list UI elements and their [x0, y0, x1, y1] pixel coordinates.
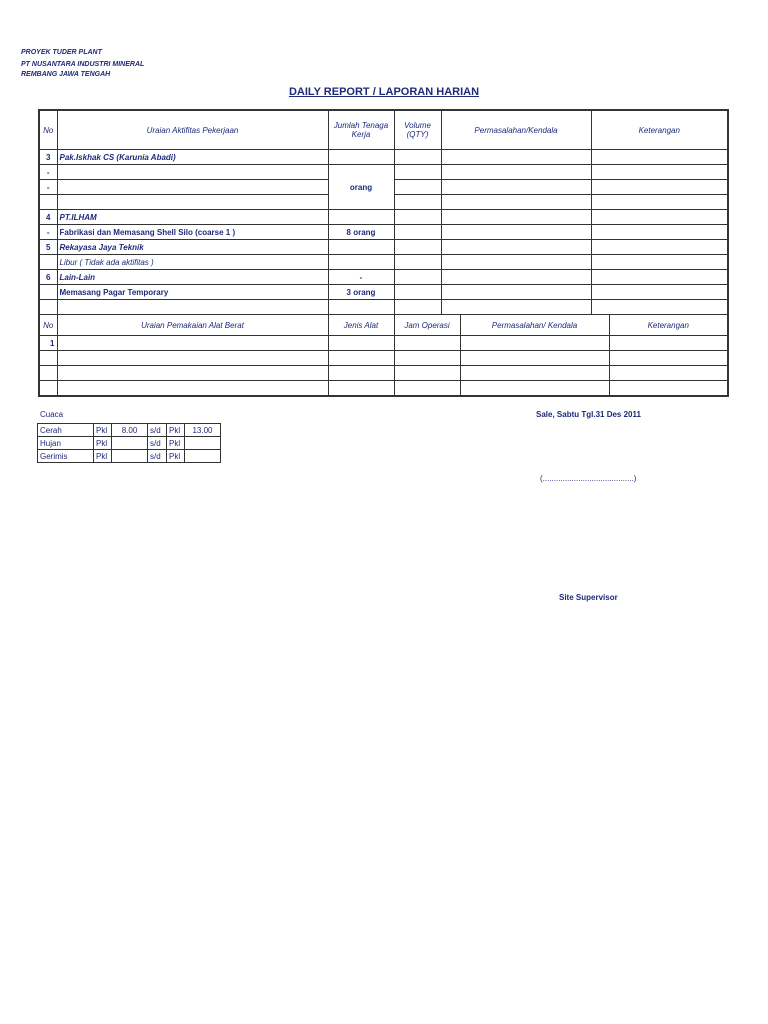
project-name: PROYEK TUDER PLANT — [21, 49, 102, 56]
table-row — [39, 381, 728, 397]
weather-pkl: Pkl — [94, 437, 112, 450]
weather-row — [38, 424, 221, 437]
table-row — [39, 255, 728, 270]
table-row — [39, 300, 728, 315]
weather-name: Hujan — [38, 437, 94, 450]
report-title: DAILY REPORT / LAPORAN HARIAN — [288, 86, 480, 98]
eq-col-keterangan: Keterangan — [609, 315, 728, 336]
weather-pkl: Pkl — [94, 424, 112, 437]
weather-from — [112, 437, 148, 450]
row-desc: PT.ILHAM — [57, 210, 328, 225]
report-date: Sale, Sabtu Tgl.31 Des 2011 — [536, 410, 641, 419]
row-desc: Fabrikasi dan Memasang Shell Silo (coarse 1 ) — [57, 225, 328, 240]
weather-label: Cuaca — [40, 410, 64, 419]
row-no: - — [39, 180, 57, 195]
activity-table — [38, 109, 729, 397]
weather-pkl: Pkl — [94, 450, 112, 463]
table-row — [39, 240, 728, 255]
row-no: 4 — [39, 210, 57, 225]
row-jumlah: 8 orang — [328, 225, 394, 240]
table-row — [39, 366, 728, 381]
company-name: PT NUSANTARA INDUSTRI MINERAL — [21, 61, 145, 68]
weather-sd: s/d — [148, 437, 167, 450]
table-row — [39, 150, 728, 165]
row-no: - — [39, 225, 57, 240]
row-no: - — [39, 165, 57, 180]
row-no: 6 — [39, 270, 57, 285]
weather-table — [37, 423, 221, 463]
eq-col-jam: Jam Operasi — [394, 315, 460, 336]
col-volume: Volume (QTY) — [394, 110, 441, 150]
row-desc: Rekayasa Jaya Teknik — [57, 240, 328, 255]
row-jumlah: 3 orang — [328, 285, 394, 300]
weather-row — [38, 437, 221, 450]
activity-header-row — [39, 110, 728, 150]
row-no: 3 — [39, 150, 57, 165]
weather-from: 8.00 — [112, 424, 148, 437]
weather-to: 13.00 — [185, 424, 221, 437]
col-no: No — [39, 110, 57, 150]
row-desc: Libur ( Tidak ada aktifitas ) — [57, 255, 328, 270]
location: REMBANG JAWA TENGAH — [21, 71, 111, 78]
row-desc: Pak.Iskhak CS (Karunia Abadi) — [57, 150, 328, 165]
weather-to — [185, 450, 221, 463]
row-no: 5 — [39, 240, 57, 255]
table-row — [39, 270, 728, 285]
weather-from — [112, 450, 148, 463]
row-desc: Lain-Lain — [57, 270, 328, 285]
row-jumlah: - — [328, 270, 394, 285]
row-jumlah: orang — [328, 165, 394, 210]
weather-name: Cerah — [38, 424, 94, 437]
eq-col-no: No — [39, 315, 57, 336]
col-jumlah: Jumlah Tenaga Kerja — [328, 110, 394, 150]
row-desc: Memasang Pagar Temporary — [57, 285, 328, 300]
table-row — [39, 351, 728, 366]
eq-col-jenis: Jenis Alat — [328, 315, 394, 336]
weather-name: Gerimis — [38, 450, 94, 463]
col-keterangan: Keterangan — [591, 110, 728, 150]
weather-sd: s/d — [148, 450, 167, 463]
col-uraian: Uraian Aktifitas Pekerjaan — [57, 110, 328, 150]
signature-role: Site Supervisor — [559, 593, 618, 602]
weather-pkl2: Pkl — [167, 424, 185, 437]
eq-col-permasalahan: Permasalahan/ Kendala — [460, 315, 609, 336]
signature-name-line: (.........................................) — [540, 474, 637, 483]
weather-sd: s/d — [148, 424, 167, 437]
row-no: 1 — [39, 336, 57, 351]
table-row — [39, 225, 728, 240]
col-permasalahan: Permasalahan/Kendala — [441, 110, 591, 150]
weather-to — [185, 437, 221, 450]
table-row — [39, 165, 728, 180]
table-row — [39, 336, 728, 351]
table-row — [39, 210, 728, 225]
weather-pkl2: Pkl — [167, 437, 185, 450]
equipment-header-row — [39, 315, 728, 336]
weather-row — [38, 450, 221, 463]
eq-col-uraian: Uraian Pemakaian Alat Berat — [57, 315, 328, 336]
weather-pkl2: Pkl — [167, 450, 185, 463]
table-row — [39, 285, 728, 300]
